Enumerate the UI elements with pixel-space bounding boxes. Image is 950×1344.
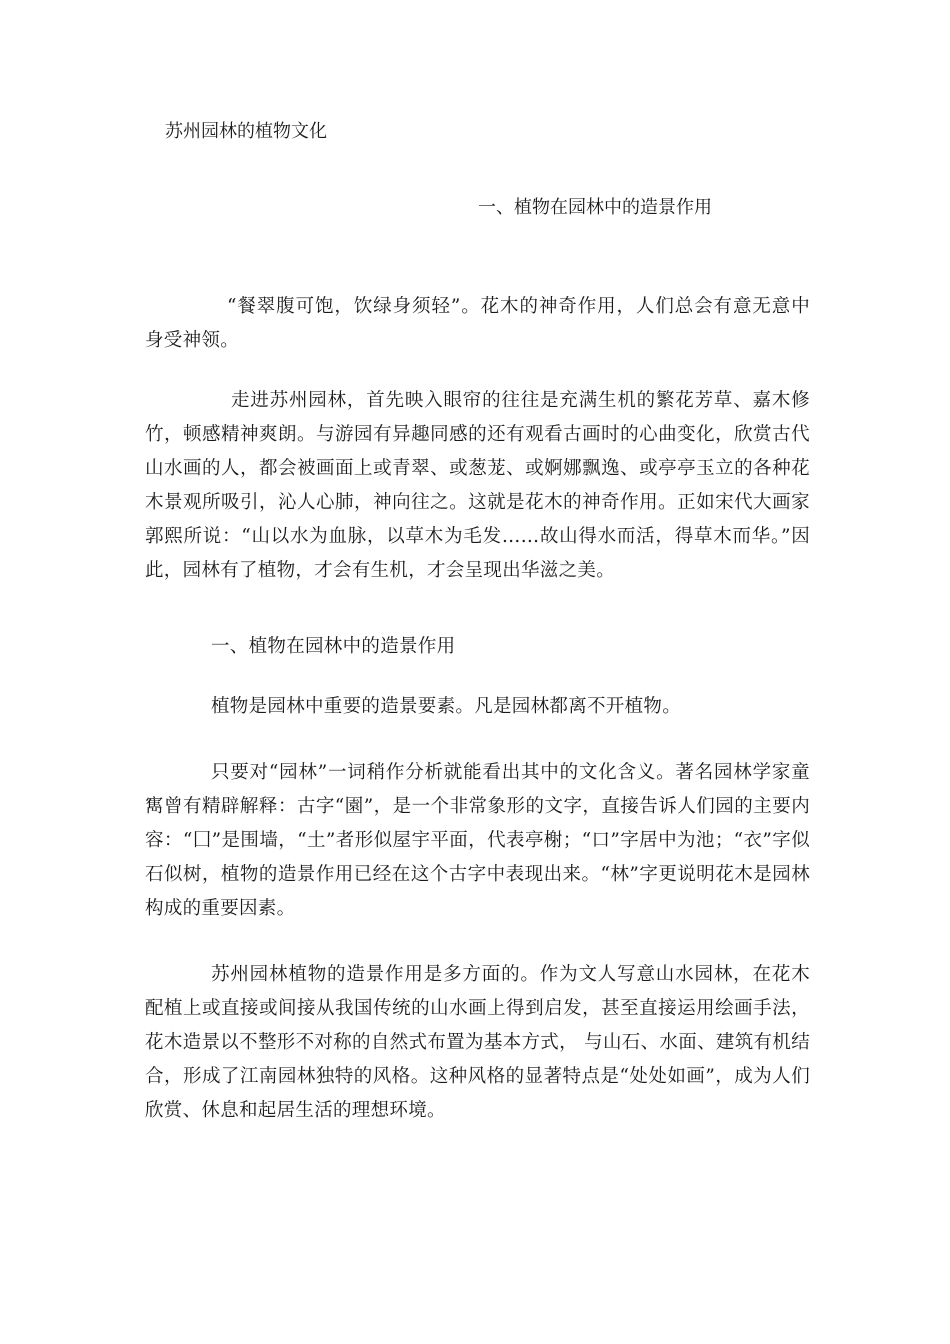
document-title: 苏州园林的植物文化 — [165, 121, 327, 142]
paragraph-yuanlin-analysis: 只要对“园林”一词稍作分析就能看出其中的文化含义。著名园林学家童寯曾有精辟解释：古字“園”，是一个非常象形的文字，直接告诉人们园的主要内容：“囗”是围墙，“土”者形似屋宇平面，代表亭榭；“口”字居中为池；“衣”字似石似树，植物的造景作用已经在这个古字中表现出来。“林”字更说明花木是园林构成的重要因素。 — [145, 762, 810, 919]
paragraph-intro-quote: “餐翠腹可饱，饮绿身须轻”。花木的神奇作用，人们总会有意无意中身受神领。 — [145, 296, 810, 351]
paragraph-section-heading: 一、植物在园林中的造景作用 — [211, 636, 456, 657]
paragraph-suzhou-landscaping: 苏州园林植物的造景作用是多方面的。作为文人写意山水园林，在花木配植上或直接或间接从我国传统的山水画上得到启发，甚至直接运用绘画手法，花木造景以不整形不对称的自然式布置为基本方式， 与山石、水面、建筑有机结合，形成了江南园林独特的风格。这种风格的显著特点是“处处如画”，成为人们欣赏、休息和起居生活的理想环境。 — [145, 964, 810, 1121]
paragraph-plants-essential: 植物是园林中重要的造景要素。凡是园林都离不开植物。 — [211, 696, 682, 717]
paragraph-entering-garden: 走进苏州园林，首先映入眼帘的往往是充满生机的繁花芳草、嘉木修竹，顿感精神爽朗。与游园有异趣同感的还有观看古画时的心曲变化，欣赏古代山水画的人，都会被画面上或青翠、或葱茏、或婀娜飘逸、或亭亭玉立的各种花木景观所吸引，沁人心肺，神向往之。这就是花木的神奇作用。正如宋代大画家郭熙所说：“山以水为血脉，以草木为毛发……故山得水而活，得草木而华。”因此，园林有了植物，才会有生机，才会呈现出华滋之美。 — [145, 390, 810, 581]
section-heading: 一、植物在园林中的造景作用 — [478, 197, 712, 218]
